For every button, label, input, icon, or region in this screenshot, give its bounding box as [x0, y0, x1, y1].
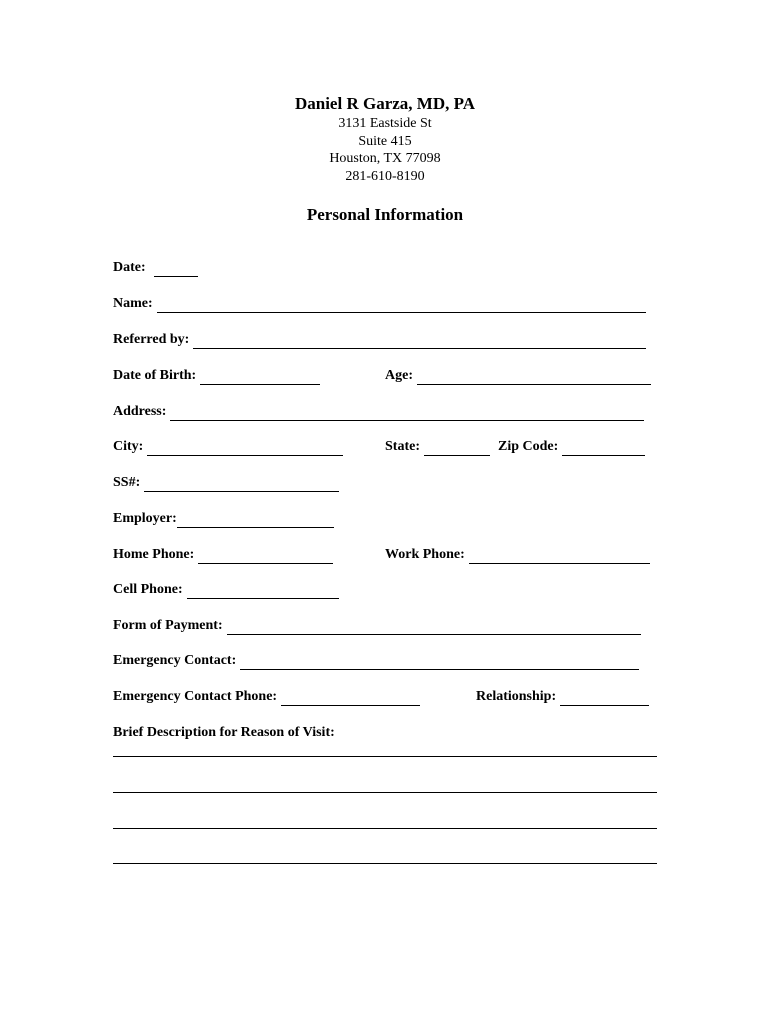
date-blank[interactable]	[154, 262, 198, 277]
work-phone-blank[interactable]	[469, 549, 650, 564]
home-phone-label: Home Phone:	[113, 547, 195, 562]
practice-header	[0, 93, 770, 185]
date-field	[113, 259, 198, 277]
city-label: City:	[113, 439, 144, 454]
date-of-birth-blank[interactable]	[200, 370, 320, 385]
name-blank[interactable]	[157, 298, 646, 313]
ssn-blank[interactable]	[144, 477, 339, 492]
address-line-1: 3131 Eastside St	[338, 116, 432, 131]
employer-label: Employer:	[113, 511, 177, 526]
date-of-birth-field	[113, 367, 320, 385]
zip-code-label: Zip Code:	[498, 439, 559, 454]
form-of-payment-label: Form of Payment:	[113, 618, 223, 633]
cell-phone-field	[113, 581, 339, 599]
address-blank[interactable]	[170, 406, 644, 421]
referred-by-blank[interactable]	[193, 334, 646, 349]
home-phone-blank[interactable]	[198, 549, 333, 564]
reason-line-3[interactable]	[113, 828, 657, 829]
address-field	[113, 403, 644, 421]
name-label: Name:	[113, 296, 153, 311]
employer-field	[113, 510, 334, 528]
address-label: Address:	[113, 404, 167, 419]
state-field	[385, 438, 490, 456]
relationship-label: Relationship:	[476, 689, 557, 704]
city-blank[interactable]	[147, 441, 343, 456]
state-label: State:	[385, 439, 420, 454]
work-phone-field	[385, 546, 650, 564]
work-phone-label: Work Phone:	[385, 547, 465, 562]
age-label: Age:	[385, 368, 413, 383]
zip-code-field	[498, 438, 645, 456]
practice-name: Daniel R Garza, MD, PA	[294, 94, 476, 113]
city-field	[113, 438, 343, 456]
form-of-payment-field	[113, 617, 641, 635]
reason-for-visit-label: Brief Description for Reason of Visit:	[113, 725, 335, 740]
form-title: Personal Information	[306, 205, 464, 224]
form-of-payment-blank[interactable]	[227, 620, 641, 635]
name-field	[113, 295, 646, 313]
reason-for-visit-field	[113, 724, 335, 742]
practice-phone: 281-610-8190	[345, 168, 425, 184]
cell-phone-label: Cell Phone:	[113, 582, 183, 597]
referred-by-field	[113, 331, 646, 349]
home-phone-field	[113, 546, 333, 564]
cell-phone-blank[interactable]	[187, 584, 339, 599]
age-field	[385, 367, 651, 385]
emergency-contact-blank[interactable]	[240, 655, 639, 670]
address-line-2: Suite 415	[358, 133, 412, 149]
reason-line-2[interactable]	[113, 792, 657, 793]
relationship-field	[476, 688, 649, 706]
referred-by-label: Referred by:	[113, 332, 190, 347]
state-blank[interactable]	[424, 441, 490, 456]
employer-blank[interactable]	[177, 513, 334, 528]
relationship-blank[interactable]	[560, 691, 649, 706]
reason-line-1[interactable]	[113, 756, 657, 757]
emergency-contact-phone-blank[interactable]	[281, 691, 420, 706]
date-label: Date:	[113, 260, 146, 275]
emergency-contact-phone-label: Emergency Contact Phone:	[113, 689, 278, 704]
emergency-contact-label: Emergency Contact:	[113, 653, 237, 668]
reason-line-4[interactable]	[113, 863, 657, 864]
date-of-birth-label: Date of Birth:	[113, 368, 197, 383]
ssn-field	[113, 474, 339, 492]
emergency-contact-field	[113, 652, 639, 670]
age-blank[interactable]	[417, 370, 651, 385]
zip-code-blank[interactable]	[562, 441, 645, 456]
ssn-label: SS#:	[113, 475, 141, 490]
address-line-3: Houston, TX 77098	[329, 151, 441, 166]
emergency-contact-phone-field	[113, 688, 420, 706]
